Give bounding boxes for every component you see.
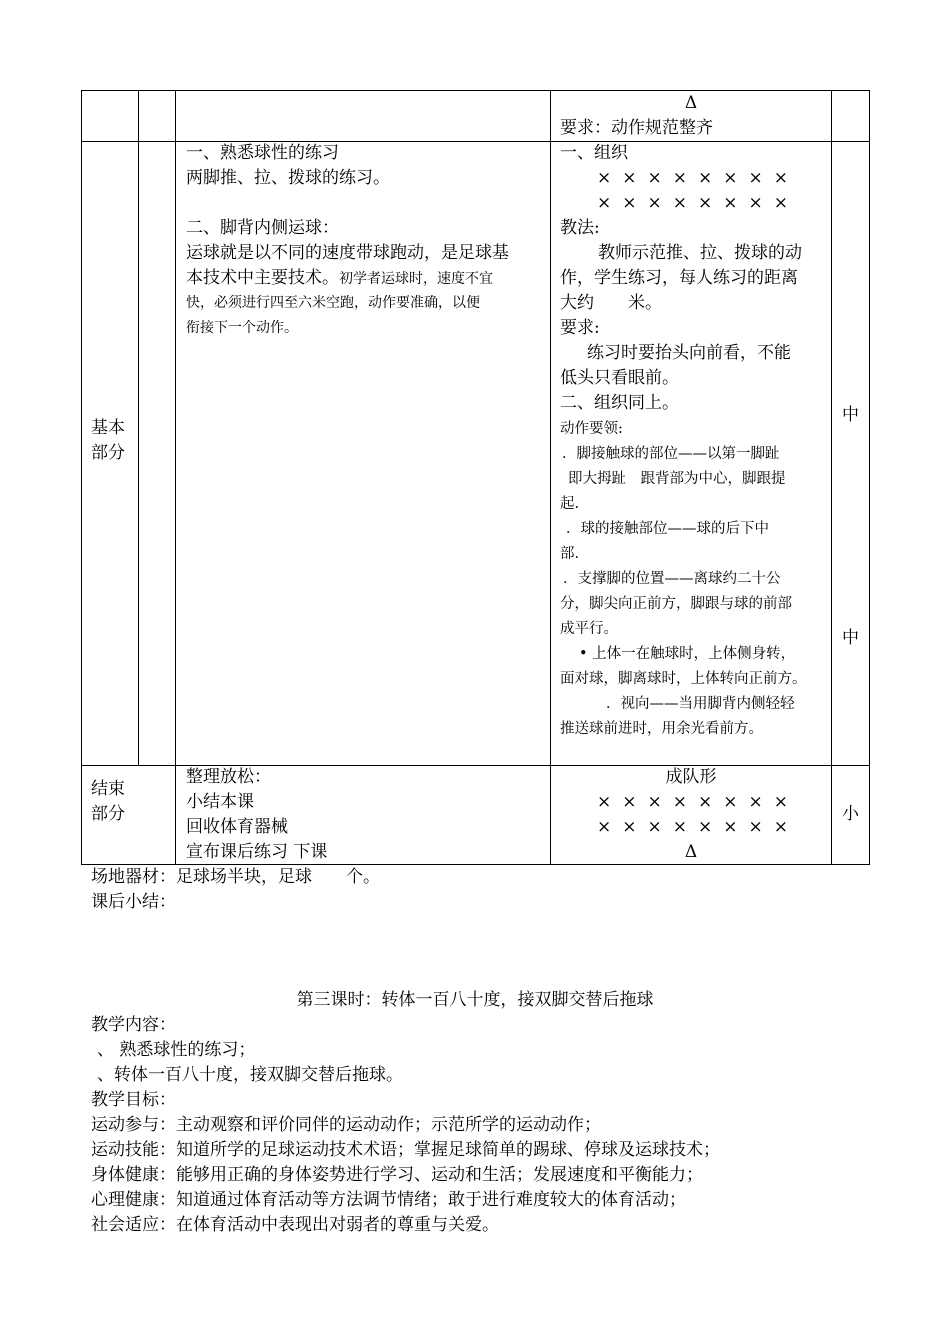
key-point-3a: ．支撑脚的位置——离球约二十公 — [563, 571, 781, 587]
table-col-divider — [138, 90, 139, 766]
equipment-line: 场地器材：足球场半块，足球 个。 — [91, 867, 380, 887]
section-label-end-1: 结束 — [91, 779, 125, 799]
goal-physical-health: 身体健康：能够用正确的身体姿势进行学习、运动和生活；发展速度和平衡能力； — [91, 1165, 703, 1185]
student-formation-row-1: ×××××××× — [597, 168, 799, 188]
end-content-4: 宣布课后练习 下课 — [186, 842, 328, 862]
lesson3-title: 第三课时：转体一百八十度，接双脚交替后拖球 — [296, 990, 654, 1010]
formation-triangle: Δ — [684, 93, 698, 113]
teaching-goals-label: 教学目标： — [91, 1090, 176, 1110]
content-heading-1: 一、熟悉球性的练习 — [186, 143, 339, 163]
key-points-label: 动作要领: — [560, 421, 623, 437]
end-formation-row-2: ×××××××× — [597, 817, 799, 837]
org-heading: 一、组织 — [560, 143, 628, 163]
table-border-left — [81, 90, 82, 865]
requirement-line-2: 低头只看眼前。 — [560, 368, 679, 388]
method-line-2: 作，学生练习，每人练习的距离 — [560, 268, 798, 288]
table-col-divider — [831, 90, 832, 865]
goal-participation: 运动参与：主动观察和评价同伴的运动动作；示范所学的运动动作； — [91, 1115, 601, 1135]
requirement-line-1: 练习时要抬头向前看，不能 — [587, 343, 791, 363]
intensity-low: 小 — [842, 804, 859, 824]
table-border-right — [869, 90, 870, 865]
content-para-a2-main: 本技术中主要技术。 — [186, 268, 339, 288]
content-heading-2: 二、脚背内侧运球： — [186, 218, 339, 238]
end-content-3: 回收体育器械 — [186, 817, 288, 837]
student-formation-row-2: ×××××××× — [597, 193, 799, 213]
key-point-2a: ．球的接触部位——球的后下中 — [566, 521, 769, 537]
end-content-1: 整理放松： — [186, 767, 271, 787]
end-content-2: 小结本课 — [186, 792, 254, 812]
goal-social-adaptation: 社会适应：在体育活动中表现出对弱者的尊重与关爱。 — [91, 1215, 499, 1235]
key-point-4a: • 上体一在触球时，上体侧身转， — [579, 646, 796, 662]
intensity-medium-2: 中 — [842, 628, 859, 648]
end-teacher-triangle: Δ — [684, 842, 698, 862]
method-line-3: 大约 米。 — [560, 293, 662, 313]
section-label-end-2: 部分 — [91, 804, 125, 824]
goal-mental-health: 心理健康：知道通过体育活动等方法调节情绪；敢于进行难度较大的体育活动； — [91, 1190, 686, 1210]
section-label-basic-2: 部分 — [91, 443, 125, 463]
content-line-1: 两脚推、拉、拨球的练习。 — [186, 168, 390, 188]
section-label-basic-1: 基本 — [91, 418, 125, 438]
content-para-b2: 衔接下一个动作。 — [186, 320, 298, 336]
key-point-4b: 面对球，脚离球时，上体转向正前方。 — [560, 671, 807, 687]
content-para-b1: 快，必须进行四至六米空跑，动作要准确，以便 — [186, 295, 480, 311]
key-point-3b: 分，脚尖向正前方，脚跟与球的前部 — [560, 596, 792, 612]
method-label: 教法: — [560, 218, 600, 238]
goal-skills: 运动技能：知道所学的足球运动技术术语；掌握足球简单的踢球、停球及运球技术； — [91, 1140, 720, 1160]
end-formation-row-1: ×××××××× — [597, 792, 799, 812]
formation-title: 成队形 — [665, 767, 717, 787]
key-point-5a: ．视向——当用脚背内侧轻轻 — [606, 696, 795, 712]
method-line-1: 教师示范推、拉、拨球的动 — [598, 243, 802, 263]
teaching-content-label: 教学内容： — [91, 1015, 176, 1035]
requirement-text: 要求：动作规范整齐 — [560, 118, 713, 138]
key-point-1b: 即大拇趾 跟背部为中心，脚跟提 — [568, 471, 786, 487]
key-point-1c: 起. — [560, 496, 580, 512]
key-point-1a: ．脚接触球的部位——以第一脚趾 — [562, 446, 780, 462]
key-point-2b: 部. — [560, 546, 580, 562]
content-para-a2 — [186, 266, 493, 292]
teaching-content-1: 、 熟悉球性的练习； — [97, 1040, 256, 1060]
content-para-a2-small: 初学者运球时，速度不宜 — [339, 271, 493, 287]
table-col-divider — [550, 90, 551, 865]
org-2: 二、组织同上。 — [560, 393, 679, 413]
intensity-medium-1: 中 — [842, 405, 859, 425]
table-col-divider — [175, 90, 176, 865]
key-point-5b: 推送球前进时，用余光看前方。 — [560, 721, 763, 737]
teaching-content-2: 、转体一百八十度，接双脚交替后拖球。 — [97, 1065, 403, 1085]
requirement-label: 要求: — [560, 318, 600, 338]
lesson-summary-label: 课后小结： — [91, 892, 176, 912]
key-point-3c: 成平行。 — [560, 621, 618, 637]
content-para-a1: 运球就是以不同的速度带球跑动，是足球基 — [186, 243, 509, 263]
